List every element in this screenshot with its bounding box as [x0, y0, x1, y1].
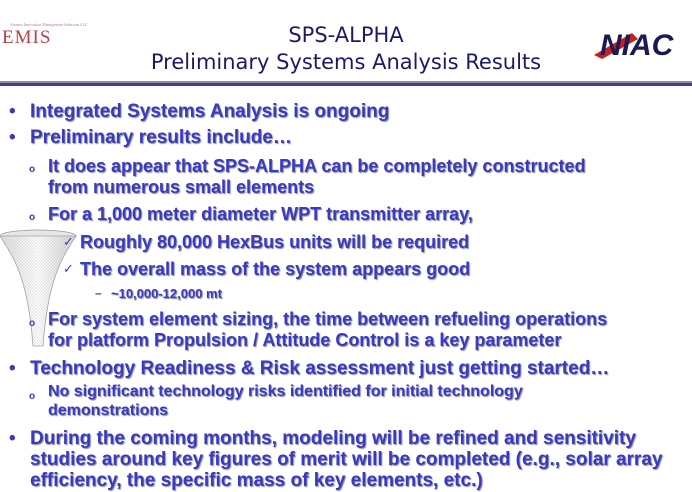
circle-bullet-icon: o	[29, 164, 36, 175]
check-item-hexbus: Roughly 80,000 HexBus units will be required	[80, 232, 470, 252]
sub-bullet-2c-line1: For system element sizing, the time between refueling operations	[48, 309, 608, 329]
bullet-4-line3: efficiency, the specific mass of key elements, etc.)	[30, 470, 483, 491]
title-rule-blue	[0, 83, 692, 86]
circle-bullet-icon: o	[29, 318, 36, 329]
sub-bullet-2a-line2: from numerous small elements	[48, 177, 315, 197]
bullet-dot-icon: •	[9, 101, 16, 122]
sub-bullet-2c-line2: for platform Propulsion / Attitude Control is a key parameter	[48, 330, 562, 350]
title-line-2: Preliminary Systems Analysis Results	[150, 50, 542, 74]
niac-logo-text: NIAC	[600, 29, 674, 62]
sub-bullet-3a-line2: demonstrations	[48, 402, 169, 419]
sub-bullet-2a-line1: It does appear that SPS-ALPHA can be completely constructed	[48, 156, 586, 176]
sub-bullet-2b: For a 1,000 meter diameter WPT transmitter array,	[48, 204, 473, 224]
bullet-1: Integrated Systems Analysis is ongoing	[30, 101, 390, 122]
bullet-3: Technology Readiness & Risk assessment just getting started…	[30, 358, 610, 379]
checkmark-icon: ✓	[63, 261, 74, 276]
bullet-4-line2: studies around key figures of merit will be completed (e.g., solar array	[30, 449, 663, 470]
circle-bullet-icon: o	[29, 212, 36, 223]
bullet-dot-icon: •	[9, 358, 16, 379]
bullet-dot-icon: •	[9, 127, 16, 148]
slide-title	[0, 22, 692, 76]
title-line-1: SPS-ALPHA	[288, 23, 404, 47]
bullet-2: Preliminary results include…	[30, 127, 292, 148]
checkmark-icon: ✓	[63, 234, 74, 249]
circle-bullet-icon: o	[29, 391, 36, 402]
mass-range: ~10,000-12,000 mt	[111, 286, 222, 301]
dash-icon: –	[95, 286, 102, 300]
bullet-4-line1: During the coming months, modeling will be refined and sensitivity	[30, 428, 636, 449]
bullet-dot-icon: •	[9, 428, 16, 449]
check-item-mass: The overall mass of the system appears good	[80, 259, 471, 279]
artemis-logo: Artemis Innovation Management Solutions LLC EMIS	[2, 22, 88, 48]
sub-bullet-3a-line1: No significant technology risks identified for initial technology	[48, 383, 523, 400]
